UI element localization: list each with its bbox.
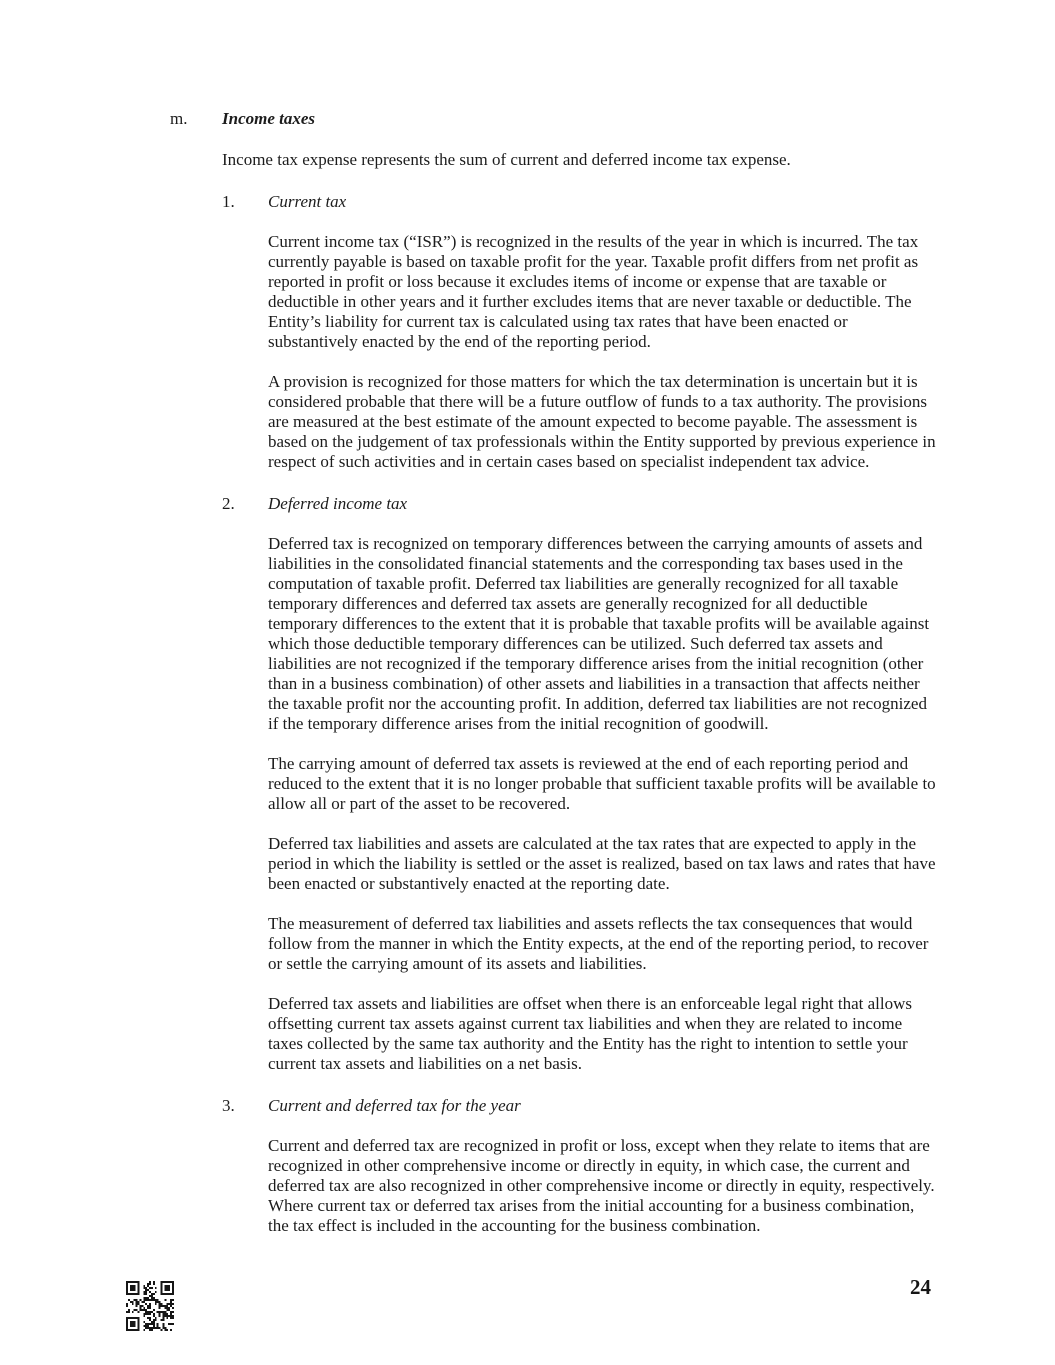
section-title: Current and deferred tax for the year: [268, 1096, 521, 1115]
paragraph: Current and deferred tax are recognized in profit or loss, except when they relate to items that are recognized in other comprehensive income or directly in equity, in which case, the current and deferred tax are also recognized in other comprehensive income or directly in equity, respectively. Where current tax or deferred tax arises from the initial accounting for a business combination, the tax effect is included in the accounting for the business combination.: [268, 1136, 935, 1235]
section-number: 2.: [222, 494, 235, 513]
paragraph: The measurement of deferred tax liabilities and assets reflects the tax consequences that would follow from the manner in which the Entity expects, at the end of the reporting period, to recover or settle the carrying amount of its assets and liabilities.: [268, 914, 929, 973]
document-page: [170, 109, 935, 1236]
paragraph: Current income tax (“ISR”) is recognized in the results of the year in which is incurred. The tax currently payable is based on taxable profit for the year. Taxable profit differs from net profit as reported in profit or loss because it excludes items of income or expense that are taxable or deductible in other years and it further excludes items that are never taxable or deductible. The Entity’s liability for current tax is calculated using tax rates that have been enacted or substantively enacted by the end of the reporting period.: [268, 232, 919, 351]
section-current-and-deferred-tax-for-the-year: [222, 1096, 935, 1236]
qr-code-icon: [126, 1281, 174, 1331]
section-current-tax: [222, 192, 935, 472]
paragraph: Deferred tax is recognized on temporary differences between the carrying amounts of assets and liabilities in the consolidated financial statements and the corresponding tax bases used in the computation of taxable profit. Deferred tax liabilities are generally recognized for all taxable temporary differences and deferred tax assets are generally recognized for all deductible temporary differences to the extent that it is probable that taxable profits will be available against which those deductible temporary differences can be utilized. Such deferred tax assets and liabilities are not recognized if the temporary difference arises from the initial recognition (other than in a business combination) of other assets and liabilities in a transaction that affects neither the taxable profit nor the accounting profit. In addition, deferred tax liabilities are not recognized if the temporary difference arises from the initial recognition of goodwill.: [268, 534, 930, 733]
paragraph: Deferred tax assets and liabilities are offset when there is an enforceable legal right that allows offsetting current tax assets against current tax liabilities and when they are related to income taxes collected by the same tax authority and the Entity has the right to intention to settle your current tax assets and liabilities on a net basis.: [268, 994, 913, 1073]
intro-paragraph: Income tax expense represents the sum of current and deferred income tax expense.: [222, 150, 791, 169]
section-number: 1.: [222, 192, 235, 211]
page-number: 24: [910, 1275, 931, 1299]
section-title: Deferred income tax: [268, 494, 408, 513]
clause-heading: [170, 109, 935, 129]
section-number: 3.: [222, 1096, 235, 1115]
section-heading: [222, 1096, 935, 1116]
section-title: Current tax: [268, 192, 347, 211]
paragraph: Deferred tax liabilities and assets are calculated at the tax rates that are expected to apply in the period in which the liability is settled or the asset is realized, based on tax laws and rates that have been enacted or substantively enacted at the reporting date.: [268, 834, 936, 893]
clause-title: Income taxes: [222, 109, 316, 128]
section-heading: [222, 494, 935, 514]
section-deferred-income-tax: [222, 494, 935, 1074]
paragraph: A provision is recognized for those matters for which the tax determination is uncertain but it is considered probable that there will be a future outflow of funds to a tax authority. The provisions are measured at the best estimate of the amount expected to become payable. The assessment is based on the judgement of tax professionals within the Entity supported by previous experience in respect of such activities and in certain cases based on specialist independent tax advice.: [268, 372, 936, 471]
clause-marker: m.: [170, 109, 188, 128]
paragraph: The carrying amount of deferred tax assets is reviewed at the end of each reporting period and reduced to the extent that it is no longer probable that sufficient taxable profits will be available to allow all or part of the asset to be recovered.: [268, 754, 936, 813]
section-heading: [222, 192, 935, 212]
